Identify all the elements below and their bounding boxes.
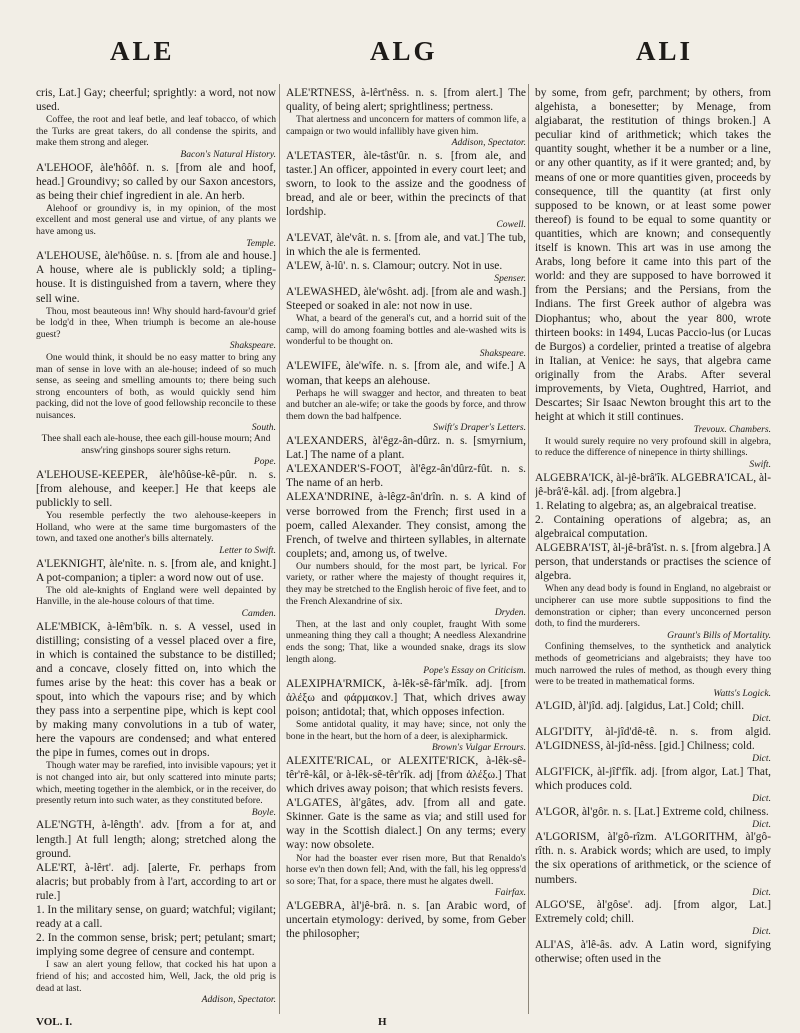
quotation-source: Dict. bbox=[752, 926, 771, 938]
quotation-source: Fairfax. bbox=[494, 887, 526, 899]
entry-paragraph: A'LGEBRA, àl'jê-brâ. n. s. [an Arabic word, of uncertain etymology: derived, by some, from Geber the philosopher; bbox=[286, 899, 526, 941]
quotation-source: Brown's Vulgar Errours. bbox=[431, 742, 526, 754]
volume-label: VOL. I. bbox=[36, 1016, 73, 1028]
dictionary-column-1 bbox=[36, 86, 276, 1016]
quotation: Thou, most beauteous inn! Why should hard-favour'd grief be lodg'd in thee, When triumph is become an ale-house guest? bbox=[36, 305, 276, 340]
entry-paragraph: ALI'AS, à'lê-âs. adv. A Latin word, signifying otherwise; often used in the bbox=[535, 939, 771, 966]
page-footer bbox=[36, 1016, 776, 1030]
entry-paragraph: A'LGORISM, àl'gô-rîzm. A'LGORITHM, àl'gô-rîth. n. s. Arabick words; which are used, to imply the six operations of arithmetick, or the science of numbers. bbox=[535, 831, 771, 886]
entry-paragraph: ALE'RT, à-lêrt'. adj. [alerte, Fr. perhaps from alacris; but probably from à l'art, according to art or rule.] bbox=[36, 861, 276, 902]
quotation: The old ale-knights of England were well depainted by Hanville, in the ale-house colours of that time. bbox=[36, 584, 276, 608]
entry-paragraph: ALGO'SE, àl'gôse'. adj. [from algor, Lat.] Extremely cold; chill. bbox=[535, 899, 771, 926]
quotation-source: Addison, Spectator. bbox=[201, 994, 276, 1006]
quotation-source: Pope. bbox=[253, 456, 276, 468]
entry-paragraph: A'LEWASHED, àle'wôsht. adj. [from ale and wash.] Steeped or soaked in ale: not now in use. bbox=[286, 285, 526, 312]
entry-paragraph: ALE'NGTH, à-lêngth'. adv. [from a for at, and length.] At full length; along; stretched along the ground. bbox=[36, 819, 276, 860]
header-center-guide-word: ALG bbox=[370, 36, 438, 66]
quotation-source: Dict. bbox=[752, 753, 771, 765]
entry-paragraph: A'LEHOUSE-KEEPER, àle'hôûse-kê-pûr. n. s. [from alehouse, and keeper.] He that keeps ale publickly to sell. bbox=[36, 468, 276, 510]
running-header bbox=[0, 36, 800, 76]
quotation-source: Pope's Essay on Criticism. bbox=[423, 665, 526, 677]
entry-paragraph: 1. Relating to algebra; as, an algebraical treatise. bbox=[535, 499, 757, 512]
quotation-source: Camden. bbox=[241, 607, 276, 619]
quotation-source: Watts's Logick. bbox=[713, 687, 771, 699]
entry-paragraph: ALEXA'NDRINE, à-lêgz-ân'drîn. n. s. A kind of verse borrowed from the French; first used in a poem, called Alexander. They consist, among the French, of twelve and thirteen syllables, in alternate couplets; and, among us, of twelve. bbox=[286, 491, 526, 560]
entry-paragraph: A'LGATES, àl'gâtes, adv. [from all and gate. Skinner. Gate is the same as via; and still used for way in the Scottish dialect.] On any terms; every way: now obsolete. bbox=[286, 797, 526, 852]
quotation: It would surely require no very profound skill in algebra, to reduce the difference of ninepence in thirty shillings. bbox=[535, 435, 771, 459]
quotation: Thee shall each ale-house, thee each gill-house mourn; And answ'ring ginshops sourer sighs return. bbox=[41, 433, 271, 456]
quotation-source: Boyle. bbox=[251, 806, 276, 818]
quotation-source: Temple. bbox=[246, 237, 276, 249]
entry-paragraph: A'LEHOOF, àle'hôôf. n. s. [from ale and hoof, head.] Groundivy; so called by our Saxon ancestors, as being their chief ingredient in ale. An herb. bbox=[36, 161, 276, 202]
entry-paragraph: ALGEBRA'ICK, àl-jê-brâ'îk. ALGEBRA'ICAL, àl-jê-brâ'ê-kâl. adj. [from algebra.] bbox=[535, 471, 771, 498]
quotation-source: Dict. bbox=[752, 818, 771, 830]
quotation-source: Swift's Draper's Letters. bbox=[433, 422, 526, 434]
entry-paragraph: 2. Containing operations of algebra; as, an algebraical computation. bbox=[535, 513, 771, 540]
entry-paragraph: A'LEXANDERS, àl'êgz-ân-dûrz. n. s. [smyrnium, Lat.] The name of a plant. bbox=[286, 435, 526, 462]
quotation: Alehoof or groundivy is, in my opinion, of the most excellent and most general use and virtue, of any plants we have among us. bbox=[36, 202, 276, 238]
quotation-source: Cowell. bbox=[496, 219, 526, 231]
entry-paragraph: A'LEW, à-lû'. n. s. Clamour; outcry. Not in use. bbox=[286, 260, 503, 273]
column-divider bbox=[279, 84, 280, 1014]
entry-paragraph: ALEXIPHA'RMICK, à-lêk-sê-fâr'mîk. adj. [from ἀλέξω and φάρμακον.] That, which drives away poison; antidotal; that, which opposes infection. bbox=[286, 677, 526, 718]
quotation-source: Addison, Spectator. bbox=[451, 137, 526, 149]
quotation: Though water may be rarefied, into invisible vapours; yet it is not changed into air, but only scattered into minute parts; which, meeting together in the alembick, or in the receiver, do presently return into such water, as they constituted before. bbox=[36, 760, 276, 807]
entry-paragraph: A'LETASTER, àle-tâst'ûr. n. s. [from ale, and taster.] An officer, appointed in every court leet; and sworn, to look to the assize and the goodness of bread, and ale or beer, within the precincts of that lordship. bbox=[286, 149, 526, 219]
entry-paragraph: A'LGID, àl'jîd. adj. [algidus, Lat.] Cold; chill. bbox=[535, 700, 745, 713]
quotation-source: Shakspeare. bbox=[479, 347, 526, 359]
entry-paragraph: A'LEKNIGHT, àle'nìte. n. s. [from ale, and knight.] A pot-companion; a tipler: a word now out of use. bbox=[36, 557, 276, 584]
entry-paragraph: A'LEXANDER'S-FOOT, àl'êgz-ân'dûrz-fût. n. s. The name of an herb. bbox=[286, 463, 526, 490]
quotation: Then, at the last and only couplet, fraught With some unmeaning thing they call a thought; A needless Alexandrine ends the song; That, like a wounded snake, drags its slow length along. bbox=[286, 618, 526, 665]
quotation-source: South. bbox=[251, 421, 276, 433]
quotation-source: Letter to Swift. bbox=[219, 544, 276, 556]
quotation: What, a beard of the general's cut, and a horrid suit of the camp, will do among foaming bottles and ale-washed wits is wonderful to be thought on. bbox=[286, 313, 526, 348]
entry-paragraph: by some, from gefr, parchment; by others, from algehista, a bonesetter; by Menage, from algiabarat, the restitution of things broken.] A peculiar kind of arithmetick; which takes the quantity sought, whether it be a number or a line, or any other quantity, as if it were granted; and, by means of one or more quantities given, proceeds by consequence, till the quantity (at first only supposed to be known, or at least some power thereof) is found to be equal to some quantity or quantities, which are known; and consequently itself is known. This art was in use among the Arabs, long before it came into this part of the world: and they are supposed to have borrowed it from the Persians; and the Persians, from the Indians. The first Greek author of algebra was Diophantus; who, about the year 800, wrote thirteen books: in 1494, Lucas Paccio-lus (or Lucas de Burgos) a cordelier, printed a treatise of algebra in Italian, at Venice: he says, that algebra came originally from the Arabs. After several improvements, by Vieta, Oughtred, Harriot, and Descartes; Sir Isaac Newton brought this art to the height at which it still continues. bbox=[535, 87, 771, 424]
quotation: I saw an alert young fellow, that cocked his hat upon a friend of his; and accosted him, Well, Jack, the old prig is dead at last. bbox=[36, 959, 276, 994]
entry-paragraph: ALE'MBICK, à-lêm'bîk. n. s. A vessel, used in distilling; consisting of a vessel placed over a fire, in which is contained the substance to be distilled; and a concave, closely fitted on, into which the fumes arise by the heat: this cover has a beak or spout, into which the vapours rise; and by which they pass into a serpentine pipe, which is kept cool by making many convolutions in a tub of water, here the vapours are condensed; and what entered the pipe in fumes, comes out in drops. bbox=[36, 620, 276, 760]
quotation: Coffee, the root and leaf betle, and leaf tobacco, of which the Turks are great takers, do all condense the spirits, and make them strong and aleger. bbox=[36, 114, 276, 149]
header-left-guide-word: ALE bbox=[110, 36, 175, 66]
quotation: Our numbers should, for the most part, be lyrical. For variety, or rather where the majesty of thought requires it, they may be stretched to the English heroic of five feet, and to the French Alexandrine of six. bbox=[286, 560, 526, 607]
quotation: Some antidotal quality, it may have; since, not only the bone in the heart, but the horn of a deer, is alexipharmick. bbox=[286, 719, 526, 742]
entry-paragraph: ALGI'DITY, àl-jîd'dê-tê. n. s. from algid. A'LGIDNESS, àl-jîd-nêss. [gid.] Chilness; cold. bbox=[535, 726, 771, 753]
quotation-source: Trevoux. Chambers. bbox=[693, 424, 771, 436]
quotation: That alertness and unconcern for matters of common life, a campaign or two would infallibly have given him. bbox=[286, 114, 526, 137]
quotation-source: Bacon's Natural History. bbox=[180, 148, 276, 160]
quotation-source: Dict. bbox=[752, 792, 771, 804]
quotation: You resemble perfectly the two alehouse-keepers in Holland, who were at the same time burgomasters of the town, and taxed one another's bills alternately. bbox=[36, 510, 276, 545]
quotation: One would think, it should be no easy matter to bring any man of sense in love with an ale-house; indeed of so much sense, as seeing and smelling amounts to; there being such strong encounters of both, as would quickly send him packing, did not the love of good fellowship reconcile to these nuisances. bbox=[36, 351, 276, 421]
dictionary-column-3 bbox=[535, 86, 771, 1016]
entry-paragraph: A'LEHOUSE, àle'hôûse. n. s. [from ale and house.] A house, where ale is publickly sold; a tipling-house. It is distinguished from a tavern, where they sell wine. bbox=[36, 250, 276, 305]
quotation: Perhaps he will swagger and hector, and threaten to beat and butcher an ale-wife; or take the goods by force, and throw them down the bad halfpence. bbox=[286, 387, 526, 422]
entry-paragraph: ALE'RTNESS, à-lêrt'nêss. n. s. [from alert.] The quality, of being alert; sprightliness; pertness. bbox=[286, 87, 526, 114]
quotation-source: Dict. bbox=[752, 713, 771, 725]
quotation-source: Graunt's Bills of Mortality. bbox=[667, 629, 771, 641]
entry-paragraph: A'LGOR, àl'gôr. n. s. [Lat.] Extreme cold, chilness. bbox=[535, 805, 769, 818]
quotation-source: Spenser. bbox=[494, 273, 526, 285]
entry-paragraph: 2. In the common sense, brisk; pert; petulant; smart; implying some degree of censure and contempt. bbox=[36, 932, 276, 959]
entry-paragraph: cris, Lat.] Gay; cheerful; sprightly: a word, not now used. bbox=[36, 87, 276, 114]
entry-paragraph: ALGI'FICK, àl-jîf'fîk. adj. [from algor, Lat.] That, which produces cold. bbox=[535, 765, 771, 792]
header-right-guide-word: ALI bbox=[636, 36, 694, 66]
entry-paragraph: ALEXITE'RICAL, or ALEXITE'RICK, à-lêk-sê-têr'rê-kâl, or à-lêk-sê-têr'rîk. adj [from ἀλέξω.] That which drives away poison; that which resists fevers. bbox=[286, 754, 526, 796]
dictionary-column-2 bbox=[286, 86, 526, 1016]
quotation: When any dead body is found in England, no algebraist or uncipherer can use more subtle suppositions to find the demonstration or cipher; than every unconcerned person doth, to find the murderers. bbox=[535, 583, 771, 630]
entry-paragraph: 1. In the military sense, on guard; watchful; vigilant; ready at a call. bbox=[36, 904, 276, 931]
quotation-source: Dryden. bbox=[494, 607, 526, 619]
quotation-source: Dict. bbox=[752, 886, 771, 898]
quotation-source: Swift. bbox=[749, 459, 771, 471]
quotation: Nor had the boaster ever risen more, But that Renaldo's horse ev'n then down fell; And, with the fall, his leg oppress'd so sore; That, for a space, there must he algates dwell. bbox=[286, 852, 526, 887]
signature-mark: H bbox=[378, 1016, 387, 1028]
entry-paragraph: A'LEWIFE, àle'wîfe. n. s. [from ale, and wife.] A woman, that keeps an alehouse. bbox=[286, 360, 526, 387]
quotation-source: Shakspeare. bbox=[229, 340, 276, 352]
quotation: Confining themselves, to the synthetick and analytick methods of geometricians and algebraists; they have too much narrowed the rules of method, as though every thing were to be treated in mathematical forms. bbox=[535, 641, 771, 688]
entry-paragraph: A'LEVAT, àle'vât. n. s. [from ale, and vat.] The tub, in which the ale is fermented. bbox=[286, 232, 526, 259]
entry-paragraph: ALGEBRA'IST, àl-jê-brâ'îst. n. s. [from algebra.] A person, that understands or practises the science of algebra. bbox=[535, 542, 771, 583]
column-divider bbox=[528, 84, 529, 1014]
